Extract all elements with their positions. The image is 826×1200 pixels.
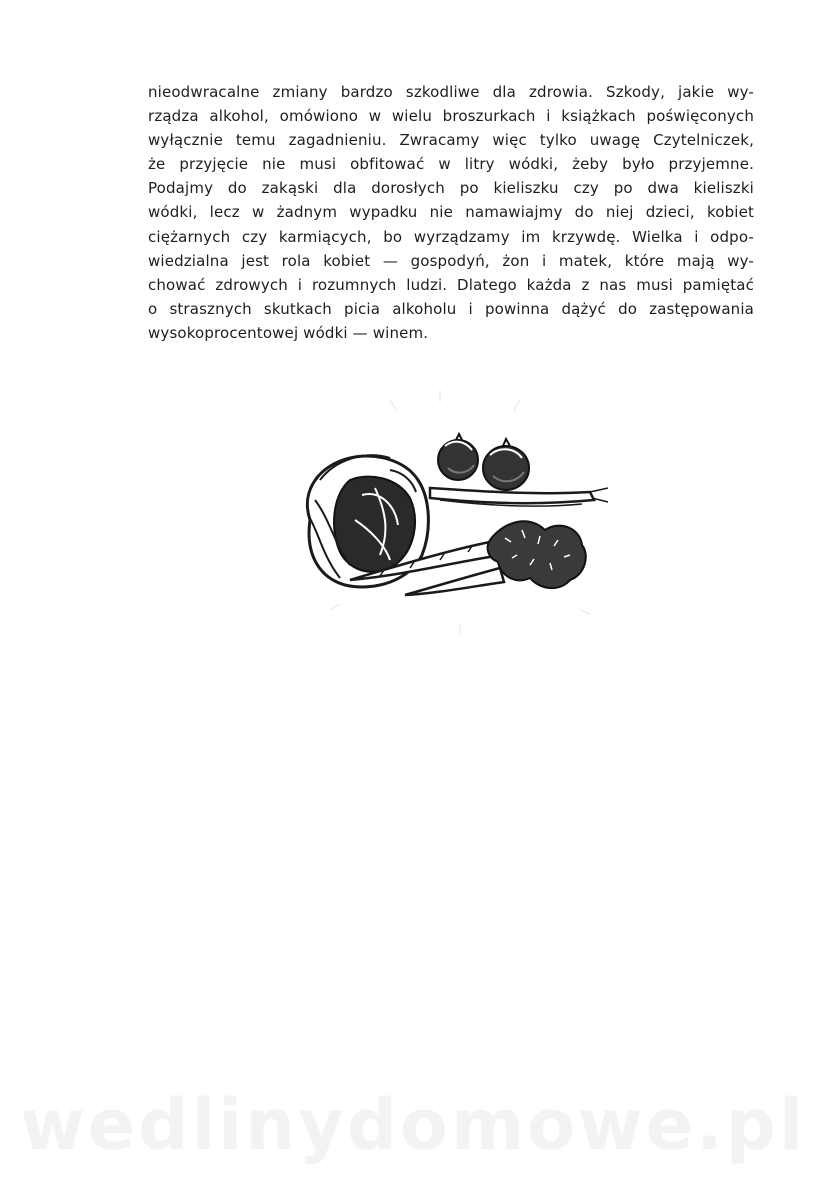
paragraph-line: chować zdrowych i rozumnych ludzi. Dlatego każda z nas musi pamiętać bbox=[148, 275, 754, 294]
paragraph-line: wysokoprocentowej wódki — winem. bbox=[148, 323, 429, 342]
tomato-icon bbox=[483, 439, 529, 490]
leek-icon bbox=[430, 488, 608, 506]
paragraph-line: że przyjęcie nie musi obfitować w litry wódki, żeby było przyjemne. bbox=[148, 155, 754, 174]
paragraph-line: wyłącznie temu zagadnieniu. Zwracamy więc tylko uwagę Czytelniczek, bbox=[148, 131, 754, 150]
body-paragraph bbox=[148, 80, 754, 345]
paragraph-line: ciężarnych czy karmiących, bo wyrządzamy im krzywdę. Wielka i odpo- bbox=[148, 227, 754, 246]
watermark: wedlinydomowe.pl bbox=[20, 1084, 806, 1166]
paragraph-line: nieodwracalne zmiany bardzo szkodliwe dla zdrowia. Szkody, jakie wy- bbox=[148, 83, 754, 101]
parsley-root-icon bbox=[405, 568, 504, 595]
tomato-icon bbox=[438, 434, 478, 480]
paragraph-line: Podajmy do zakąski dla dorosłych po kieliszku czy po dwa kieliszki bbox=[148, 179, 754, 198]
paragraph-line: rządza alkohol, omówiono w wielu broszurkach i książkach poświęconych bbox=[148, 107, 754, 126]
paragraph-line: o strasznych skutkach picia alkoholu i powinna dążyć do zastępowania bbox=[148, 299, 754, 318]
paragraph-line: wiedzialna jest rola kobiet — gospodyń, żon i matek, które mają wy- bbox=[148, 251, 754, 270]
vegetables-illustration-icon bbox=[290, 380, 630, 650]
paragraph-line: wódki, lecz w żadnym wypadku nie namawiajmy do niej dzieci, kobiet bbox=[148, 203, 754, 222]
